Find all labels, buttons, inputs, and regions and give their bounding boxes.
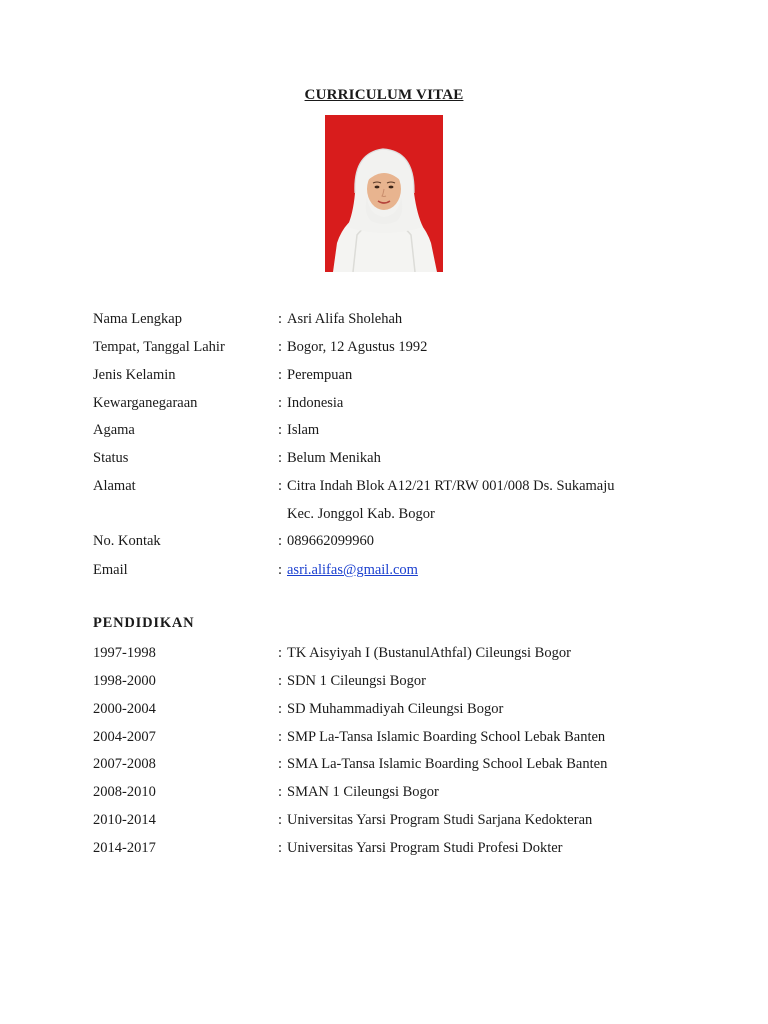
info-colon: : (278, 422, 283, 438)
education-school: Universitas Yarsi Program Studi Profesi Dokter (287, 840, 563, 856)
info-colon: : (278, 729, 283, 745)
education-period: 1997-1998 (93, 645, 156, 661)
info-value: Islam (287, 422, 320, 438)
info-colon: : (278, 701, 283, 717)
info-value: Indonesia (287, 395, 344, 411)
info-colon: : (278, 450, 283, 466)
education-school: SMP La-Tansa Islamic Boarding School Lebak Banten (287, 729, 606, 745)
info-row-jenis-kelamin (93, 365, 693, 385)
info-row-alamat (93, 476, 693, 496)
info-colon: : (278, 756, 283, 772)
info-label: Jenis Kelamin (93, 367, 176, 383)
info-row-ttl (93, 337, 693, 357)
education-period: 2004-2007 (93, 729, 156, 745)
info-colon: : (278, 478, 283, 494)
info-value: Citra Indah Blok A12/21 RT/RW 001/008 Ds. Sukamaju (287, 478, 615, 494)
info-label: Agama (93, 422, 135, 438)
info-label: Alamat (93, 478, 136, 494)
info-label: Tempat, Tanggal Lahir (93, 339, 225, 355)
info-colon: : (278, 784, 283, 800)
info-colon: : (278, 311, 283, 327)
info-row-status (93, 448, 693, 468)
info-row-nama (93, 309, 693, 329)
email-link[interactable]: asri.alifas@gmail.com (287, 562, 418, 578)
profile-photo (325, 115, 443, 272)
info-label: Nama Lengkap (93, 311, 182, 327)
info-label: Status (93, 450, 129, 466)
info-value-alamat-line2: Kec. Jonggol Kab. Bogor (287, 506, 435, 522)
education-period: 2008-2010 (93, 784, 156, 800)
education-row (93, 643, 693, 663)
education-row (93, 727, 693, 747)
info-label: No. Kontak (93, 533, 161, 549)
info-row-email (93, 560, 693, 580)
education-period: 2010-2014 (93, 812, 156, 828)
info-value: Perempuan (287, 367, 353, 383)
education-school: SD Muhammadiyah Cileungsi Bogor (287, 701, 504, 717)
info-colon: : (278, 840, 283, 856)
education-row (93, 671, 693, 691)
education-period: 2014-2017 (93, 840, 156, 856)
info-colon: : (278, 533, 283, 549)
info-colon: : (278, 562, 283, 578)
info-colon: : (278, 673, 283, 689)
info-colon: : (278, 395, 283, 411)
education-row (93, 810, 693, 830)
section-heading-pendidikan: PENDIDIKAN (93, 615, 195, 631)
info-value: Belum Menikah (287, 450, 381, 466)
info-value: Asri Alifa Sholehah (287, 311, 403, 327)
education-row (93, 838, 693, 858)
education-school: SMAN 1 Cileungsi Bogor (287, 784, 439, 800)
info-colon: : (278, 339, 283, 355)
info-row-agama (93, 420, 693, 440)
info-row-kewarganegaraan (93, 393, 693, 413)
info-colon: : (278, 812, 283, 828)
info-label: Email (93, 562, 128, 578)
education-period: 1998-2000 (93, 673, 156, 689)
info-label: Kewarganegaraan (93, 395, 198, 411)
info-value: Bogor, 12 Agustus 1992 (287, 339, 428, 355)
education-school: Universitas Yarsi Program Studi Sarjana Kedokteran (287, 812, 593, 828)
education-row (93, 782, 693, 802)
education-row (93, 699, 693, 719)
info-row-kontak (93, 531, 693, 551)
education-period: 2000-2004 (93, 701, 156, 717)
person-portrait-icon (325, 115, 443, 272)
info-value: 089662099960 (287, 533, 374, 549)
education-school: TK Aisyiyah I (BustanulAthfal) Cileungsi Bogor (287, 645, 571, 661)
info-colon: : (278, 367, 283, 383)
info-colon: : (278, 645, 283, 661)
education-school: SDN 1 Cileungsi Bogor (287, 673, 426, 689)
education-period: 2007-2008 (93, 756, 156, 772)
education-row (93, 754, 693, 774)
document-title: CURRICULUM VITAE (304, 87, 464, 103)
education-school: SMA La-Tansa Islamic Boarding School Lebak Banten (287, 756, 608, 772)
